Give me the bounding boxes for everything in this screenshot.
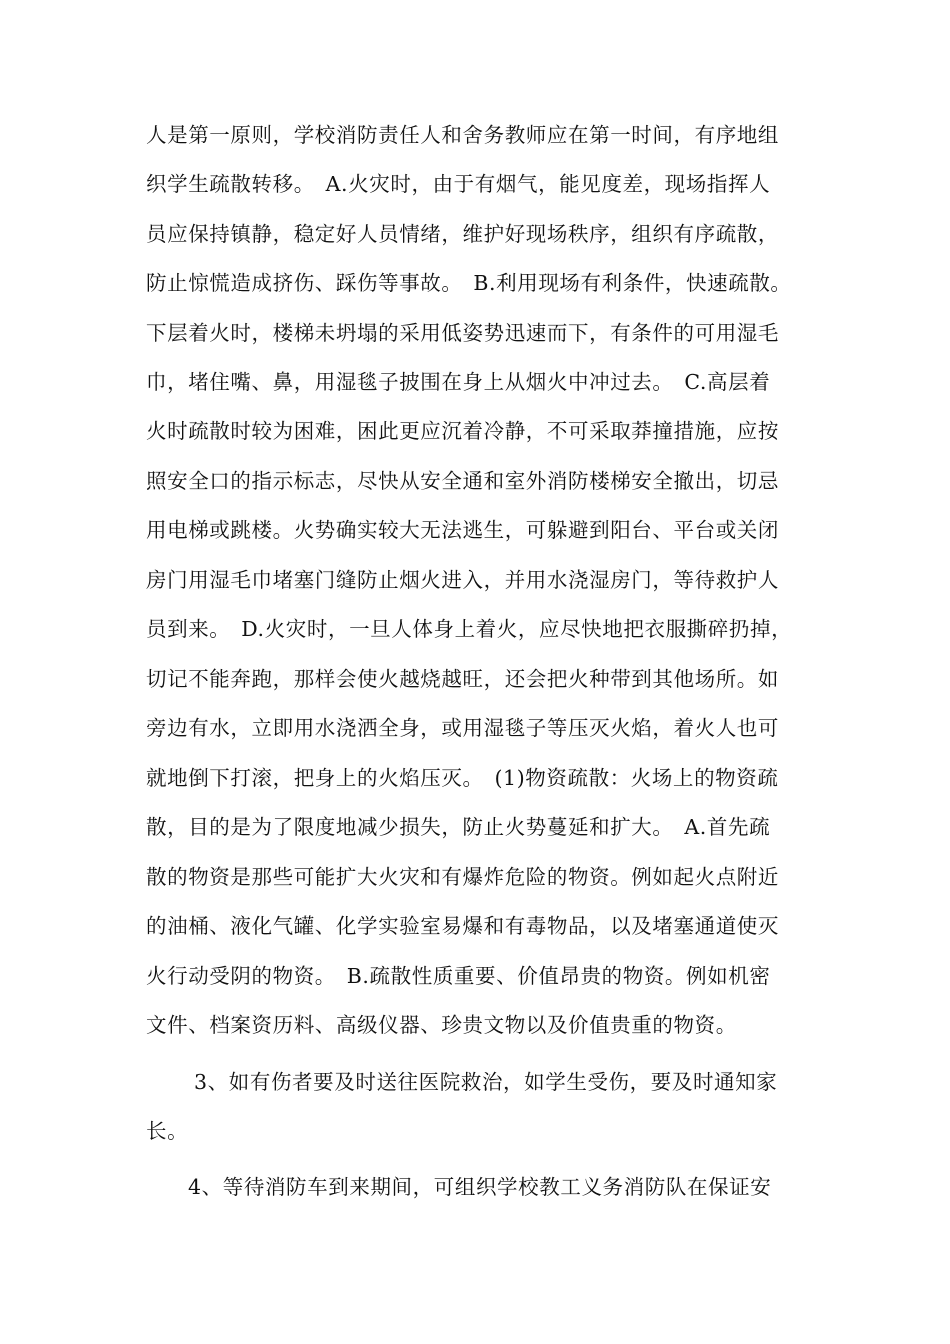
text-line: 长。 [146,1119,189,1143]
text-line: 4、等待消防车到来期间，可组织学校教工义务消防队在保证安 [188,1175,772,1199]
text-line: 文件、档案资历料、高级仪器、珍贵文物以及价值贵重的物资。 [146,1013,737,1037]
text-line: 员到来。 D.火灾时，一旦人体身上着火，应尽快地把衣服撕碎扔掉， [146,617,793,641]
text-line: 房门用湿毛巾堵塞门缝防止烟火进入，并用水浇湿房门，等待救护人 [146,568,779,592]
text-line: 火行动受阴的物资。 B.疏散性质重要、价值昂贵的物资。例如机密 [146,964,771,988]
text-line: 防止惊慌造成挤伤、踩伤等事故。 B.利用现场有利条件，快速疏散。 [146,271,792,295]
text-line: 就地倒下打滚，把身上的火焰压灭。 (1)物资疏散：火场上的物资疏 [146,766,779,790]
text-line: 3、如有伤者要及时送往医院救治，如学生受伤，要及时通知家 [194,1070,778,1094]
text-line: 切记不能奔跑，那样会使火越烧越旺，还会把火种带到其他场所。如 [146,667,779,691]
text-line: 下层着火时，楼梯未坍塌的采用低姿势迅速而下，有条件的可用湿毛 [146,321,779,345]
text-line: 散，目的是为了限度地减少损失，防止火势蔓延和扩大。 A.首先疏 [146,815,771,839]
text-line: 员应保持镇静，稳定好人员情绪，维护好现场秩序，组织有序疏散， [146,222,779,246]
text-line: 织学生疏散转移。 A.火灾时，由于有烟气，能见度差，现场指挥人 [146,172,771,196]
text-line: 巾，堵住嘴、鼻，用湿毯子披围在身上从烟火中冲过去。 C.高层着 [146,370,771,394]
text-line: 旁边有水，立即用水浇洒全身，或用湿毯子等压灭火焰，着火人也可 [146,716,779,740]
text-line: 散的物资是那些可能扩大火灾和有爆炸危险的物资。例如起火点附近 [146,865,779,889]
text-line: 火时疏散时较为困难，困此更应沉着冷静，不可采取莽撞措施，应按 [146,419,779,443]
text-line: 的油桶、液化气罐、化学实验室易爆和有毒物品，以及堵塞通道使灭 [146,914,779,938]
text-line: 人是第一原则，学校消防责任人和舍务教师应在第一时间，有序地组 [146,123,779,147]
text-line: 照安全口的指示标志，尽快从安全通和室外消防楼梯安全撤出，切忌 [146,469,779,493]
text-line: 用电梯或跳楼。火势确实较大无法逃生，可躲避到阳台、平台或关闭 [146,518,779,542]
